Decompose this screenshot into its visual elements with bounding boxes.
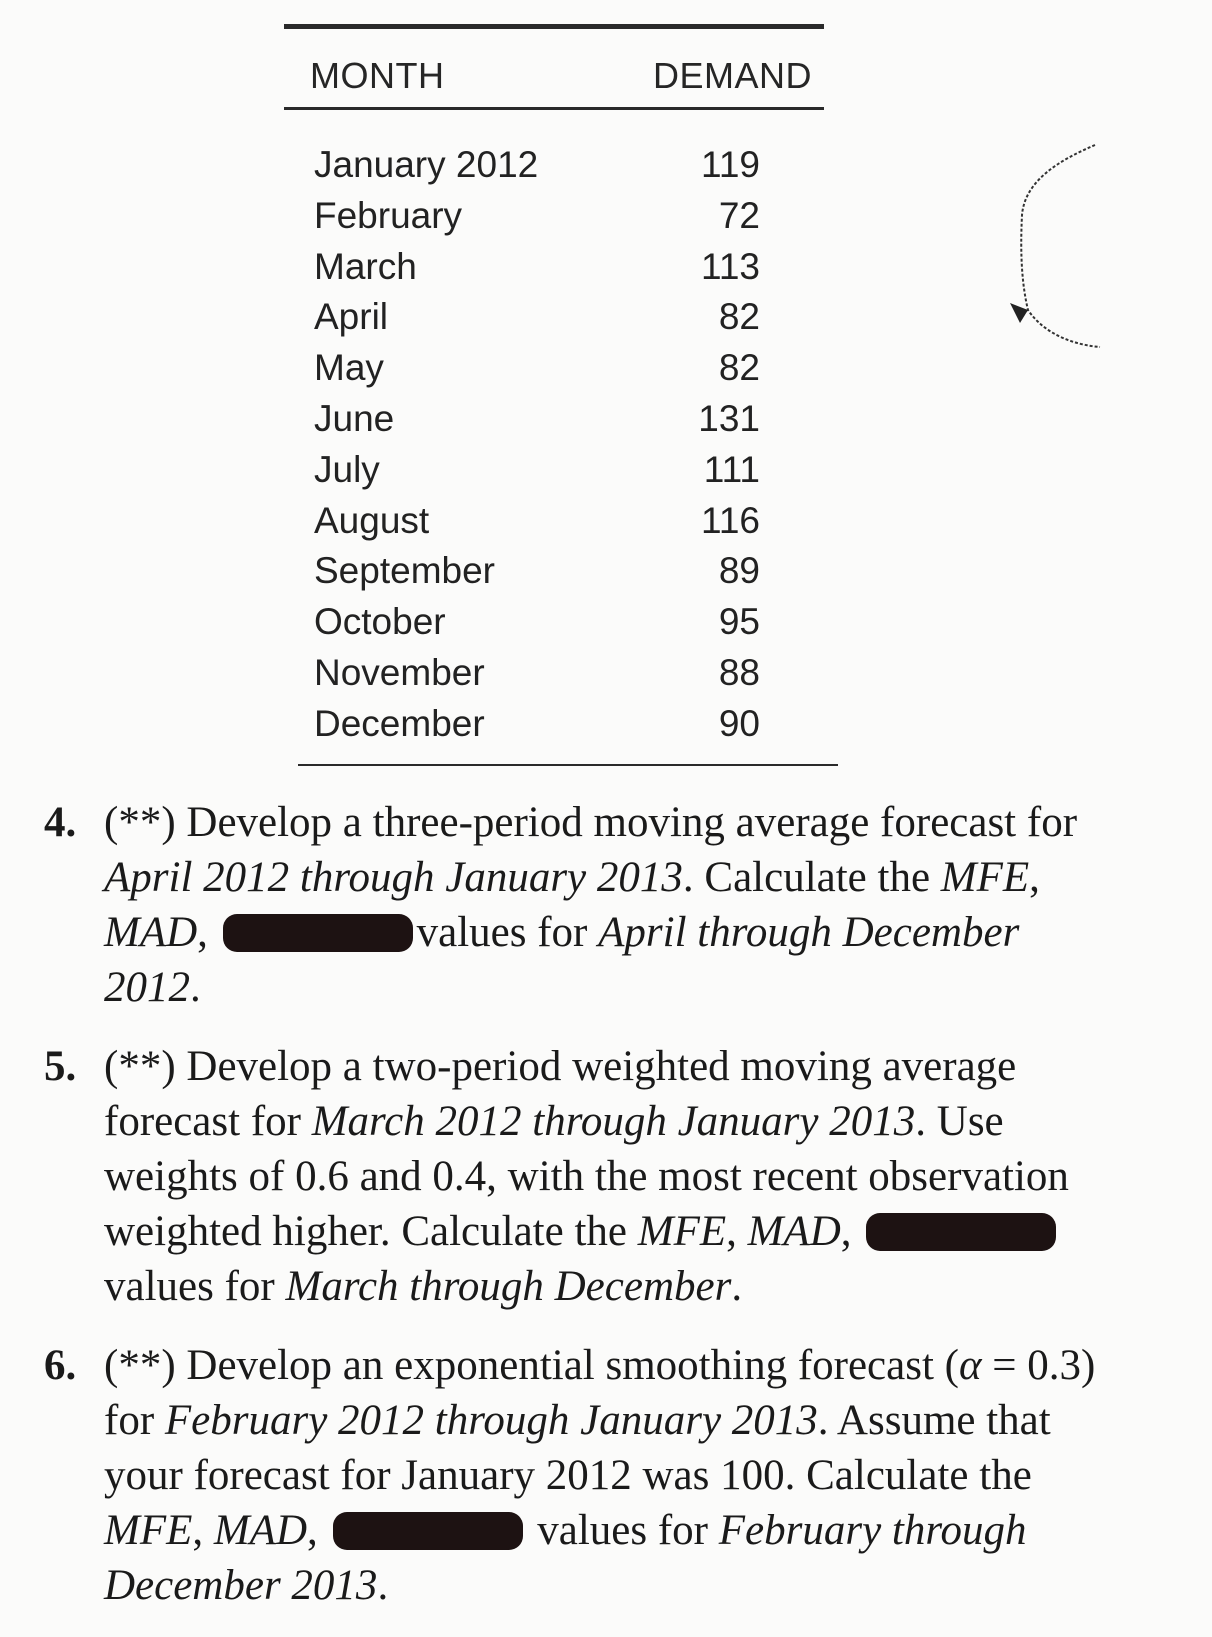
demand-cell: 116 [701,499,760,541]
table-row [284,445,840,496]
text-segment: , [307,1507,329,1554]
text-segment: , [192,1507,214,1554]
text-segment: . Calculate the [682,854,941,901]
text-segment: March 2012 through January 2013 [311,1098,916,1145]
month-cell: June [314,397,395,439]
table-row [284,648,840,699]
text-segment: MFE [637,1208,727,1255]
problem-number: 4. [44,799,77,846]
demand-cell: 82 [718,347,760,389]
month-cell: October [314,601,446,643]
problem-text [104,1039,1124,1314]
text-segment: (**) Develop a two-period weighted moving average forecast for [104,1043,1017,1145]
table-row [284,546,840,597]
table-row [284,191,840,242]
problem-item [44,1039,1124,1314]
table-row [284,242,840,293]
demand-cell: 89 [718,550,760,592]
text-segment: . Use weights of 0.6 and 0.4, with the most recent observation weighted higher. Calculate the [104,1098,1069,1255]
text-segment: values for [416,909,599,956]
table-header [284,29,840,97]
text-segment: , [840,1208,863,1255]
redaction-mark [223,914,413,952]
demand-cell: 72 [718,194,760,236]
problem-item [44,795,1124,1015]
table-row [284,140,840,191]
problem-item [44,1338,1124,1613]
demand-table [284,24,840,766]
month-cell: May [314,347,384,389]
problem-text [104,795,1124,1015]
text-segment: MAD [213,1507,307,1554]
table-row [284,292,840,343]
demand-cell: 82 [718,296,760,338]
month-cell: December [314,702,485,744]
month-cell: July [314,448,380,490]
problem-number: 5. [44,1043,77,1090]
text-segment: MAD [104,909,198,956]
demand-cell: 95 [718,601,760,643]
text-segment: April 2012 through January 2013 [104,854,683,901]
month-cell: January 2012 [314,144,539,185]
month-cell: February [314,194,463,236]
table-row [284,597,840,648]
demand-cell: 113 [701,245,760,287]
redaction-mark [866,1213,1056,1251]
text-segment: values for [526,1507,719,1554]
text-segment: values for [104,1263,286,1310]
demand-cell: 119 [701,144,760,185]
header-month: MONTH [310,55,445,96]
table-row [284,496,840,547]
text-segment: MAD [747,1208,841,1255]
demand-cell: 131 [698,397,760,439]
month-cell: August [314,499,430,541]
table-row [284,699,840,750]
table-body [284,110,840,750]
text-segment: . [731,1263,743,1310]
text-segment: MFE [940,854,1030,901]
table-row [284,343,840,394]
month-cell: March [314,245,417,287]
problem-number: 6. [44,1342,77,1389]
text-segment: (**) Develop a three-period moving average forecast for [104,799,1078,846]
text-segment: March through December [285,1263,732,1310]
text-segment: February through December 2013 [104,1507,1027,1609]
problem-list [44,795,1124,1637]
problem-text [104,1338,1124,1613]
text-segment: . [190,964,201,1011]
demand-cell: 90 [718,702,760,744]
text-segment: . Assume that your forecast for January 2012 was 100. Calculate the [104,1397,1051,1499]
month-cell: April [314,296,389,338]
month-cell: November [314,651,485,693]
redaction-mark [333,1512,523,1550]
text-segment: MFE [104,1507,193,1554]
demand-cell: 111 [703,448,760,490]
demand-cell: 88 [718,651,760,693]
header-demand: DEMAND [652,55,812,96]
text-segment: α [958,1342,982,1389]
text-segment: February 2012 through January 2013 [164,1397,818,1444]
text-segment: = 0.3) for [104,1342,1096,1444]
table-bottom-rule [298,764,838,766]
text-segment: , [197,909,219,956]
text-segment: , [726,1208,748,1255]
table-row [284,394,840,445]
text-segment: , [1029,854,1040,901]
text-segment: . [377,1562,389,1609]
month-cell: September [314,550,495,592]
text-segment: April through December 2012 [104,909,1020,1011]
handwritten-bracket-icon [1000,135,1110,355]
text-segment: (**) Develop an exponential smoothing forecast ( [104,1342,959,1389]
